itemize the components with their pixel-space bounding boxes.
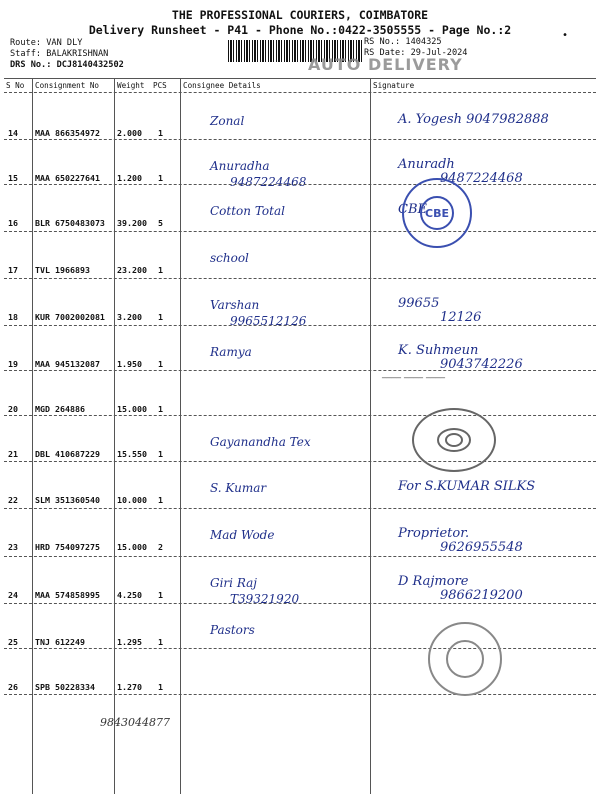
row-divider xyxy=(4,603,596,604)
row-weight: 15.000 xyxy=(117,542,147,552)
row-divider xyxy=(4,370,596,371)
col-header-sno: S No xyxy=(6,81,25,90)
actrs-stamp xyxy=(428,622,502,696)
row-consignee-name: Zonal xyxy=(210,114,245,128)
col-divider xyxy=(114,78,115,794)
row-consignee-name: Mad Wode xyxy=(210,528,275,542)
row-sno: 26 xyxy=(8,682,18,692)
row-pcs: 1 xyxy=(158,495,163,505)
row-sno: 19 xyxy=(8,359,18,369)
row-signature: D Rajmore xyxy=(398,574,469,589)
footer-handwritten-number: 9843044877 xyxy=(100,716,170,729)
row-consignee-name: Cotton Total xyxy=(210,204,285,218)
row-sno: 24 xyxy=(8,590,18,600)
row-signature: K. Suhmeun xyxy=(398,343,479,358)
row-consignment-no: HRD 754097275 xyxy=(35,542,100,552)
row-divider xyxy=(4,184,596,185)
row-consignee-name: Pastors xyxy=(210,623,255,637)
table-top-rule xyxy=(4,78,596,79)
row-consignment-no: MGD 264886 xyxy=(35,404,85,414)
drs-number: DRS No.: DCJ8140432502 xyxy=(10,60,124,70)
row-signature-extra: 9866219200 xyxy=(440,588,523,603)
row-weight: 15.000 xyxy=(117,404,147,414)
row-weight: 15.550 xyxy=(117,449,147,459)
row-divider xyxy=(4,694,596,695)
col-divider xyxy=(32,78,33,794)
row-divider xyxy=(4,139,596,140)
row-weight: 39.200 xyxy=(117,218,147,228)
row-weight: 1.200 xyxy=(117,173,142,183)
row-consignment-no: KUR 7002002081 xyxy=(35,312,105,322)
row-sno: 15 xyxy=(8,173,18,183)
table-header-rule xyxy=(4,92,596,93)
row-consignee-name: Gayanandha Tex xyxy=(210,435,311,449)
row-consignment-no: SPB 50228334 xyxy=(35,682,95,692)
row-pcs: 1 xyxy=(158,265,163,275)
row-consignment-no: TNJ 612249 xyxy=(35,637,85,647)
row-consignee-name: Varshan xyxy=(210,298,260,312)
company-title: THE PROFESSIONAL COURIERS, COIMBATORE xyxy=(171,8,429,22)
row-consignment-no: MAA 945132087 xyxy=(35,359,100,369)
col-header-pcs: PCS xyxy=(153,81,167,90)
row-pcs: 1 xyxy=(158,173,163,183)
address-stamp-text: ____ ____ ____ xyxy=(382,368,446,379)
col-divider xyxy=(370,78,371,794)
row-consignee-name: Ramya xyxy=(210,345,252,359)
rs-date: RS Date: 29-Jul-2024 xyxy=(364,48,468,58)
corner-mark: • xyxy=(562,30,569,41)
row-signature: For S.KUMAR SILKS xyxy=(398,479,536,494)
row-weight: 3.200 xyxy=(117,312,142,322)
row-signature: 99655 xyxy=(398,296,440,311)
row-consignee-name: Giri Raj xyxy=(210,576,257,590)
auto-delivery-stamp: AUTO DELIVERY xyxy=(308,55,463,74)
row-consignee-phone: 9487224468 xyxy=(230,175,307,189)
row-pcs: 1 xyxy=(158,637,163,647)
row-signature-extra: 9487224468 xyxy=(440,171,523,186)
row-sno: 17 xyxy=(8,265,18,275)
row-sno: 18 xyxy=(8,312,18,322)
row-divider xyxy=(4,415,596,416)
row-pcs: 5 xyxy=(158,218,163,228)
row-divider xyxy=(4,325,596,326)
col-header-signature: Signature xyxy=(373,81,415,90)
row-pcs: 1 xyxy=(158,359,163,369)
row-pcs: 2 xyxy=(158,542,163,552)
row-weight: 4.250 xyxy=(117,590,142,600)
col-header-weight: Weight xyxy=(117,81,145,90)
row-signature-extra: 9043742226 xyxy=(440,357,523,372)
row-sno: 23 xyxy=(8,542,18,552)
col-header-consignment: Consignment No xyxy=(35,81,100,90)
row-consignment-no: MAA 574858995 xyxy=(35,590,100,600)
row-pcs: 1 xyxy=(158,128,163,138)
row-weight: 2.000 xyxy=(117,128,142,138)
row-sno: 21 xyxy=(8,449,18,459)
col-header-consignee: Consignee Details xyxy=(183,81,261,90)
row-divider xyxy=(4,556,596,557)
row-signature-extra: 12126 xyxy=(440,310,482,325)
row-consignee-phone: 9965512126 xyxy=(230,314,307,328)
row-consignment-no: DBL 410687229 xyxy=(35,449,100,459)
row-consignee-phone: T39321920 xyxy=(230,592,300,606)
row-consignment-no: MAA 866354972 xyxy=(35,128,100,138)
row-consignment-no: SLM 351360540 xyxy=(35,495,100,505)
row-pcs: 1 xyxy=(158,404,163,414)
row-sno: 20 xyxy=(8,404,18,414)
row-signature: Proprietor. xyxy=(398,526,470,541)
row-weight: 1.295 xyxy=(117,637,142,647)
textile-shop-stamp xyxy=(412,408,496,472)
row-pcs: 1 xyxy=(158,312,163,322)
row-signature: A. Yogesh 9047982888 xyxy=(398,112,549,127)
row-consignment-no: BLR 6750483073 xyxy=(35,218,105,228)
row-divider xyxy=(4,231,596,232)
row-consignee-name: S. Kumar xyxy=(210,481,267,495)
row-divider xyxy=(4,648,596,649)
row-consignee-name: Anuradha xyxy=(210,159,270,173)
row-sno: 25 xyxy=(8,637,18,647)
row-pcs: 1 xyxy=(158,682,163,692)
row-signature: Anuradh xyxy=(398,157,455,172)
row-divider xyxy=(4,461,596,462)
runsheet-title: Delivery Runsheet - P41 - Phone No.:0422-3505555 - Page No.:2 xyxy=(88,23,512,37)
cbe-stamp-center: CBE xyxy=(420,196,454,230)
row-signature-extra: 9626955548 xyxy=(440,540,523,555)
row-weight: 1.270 xyxy=(117,682,142,692)
staff-label: Staff: BALAKRISHNAN xyxy=(10,49,109,59)
row-consignment-no: MAA 650227641 xyxy=(35,173,100,183)
row-signature: CBE xyxy=(398,202,427,217)
col-divider xyxy=(180,78,181,794)
rs-number: RS No.: 1404325 xyxy=(364,37,442,47)
row-weight: 23.200 xyxy=(117,265,147,275)
row-consignee-name: school xyxy=(210,251,249,265)
row-pcs: 1 xyxy=(158,590,163,600)
row-sno: 22 xyxy=(8,495,18,505)
row-divider xyxy=(4,278,596,279)
row-consignment-no: TVL 1966893 xyxy=(35,265,90,275)
actrs-stamp-inner xyxy=(446,640,484,678)
row-sno: 16 xyxy=(8,218,18,228)
row-sno: 14 xyxy=(8,128,18,138)
row-weight: 1.950 xyxy=(117,359,142,369)
row-divider xyxy=(4,508,596,509)
row-weight: 10.000 xyxy=(117,495,147,505)
row-pcs: 1 xyxy=(158,449,163,459)
route-label: Route: VAN DLY xyxy=(10,38,83,48)
peacock-emblem-icon xyxy=(434,425,474,455)
cbe-company-stamp xyxy=(402,178,472,248)
